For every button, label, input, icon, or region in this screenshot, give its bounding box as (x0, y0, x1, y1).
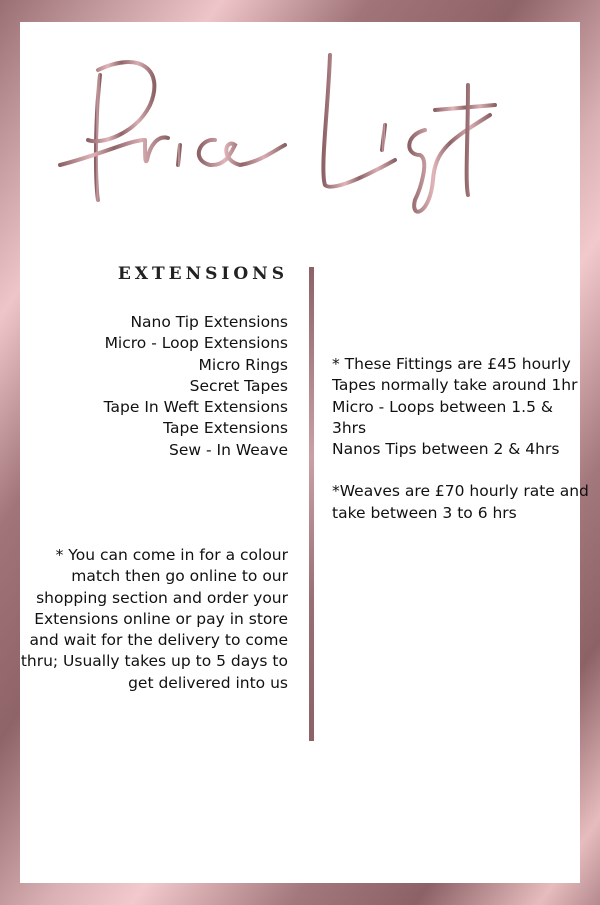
service-item: Nano Tip Extensions (130, 313, 288, 331)
service-item: Tape Extensions (163, 419, 288, 438)
weave-pricing-line: take between 3 to 6 hrs (332, 503, 517, 522)
pricing-line: Micro - Loops between 1.5 & (332, 397, 553, 416)
note-line: Extensions online or pay in store (34, 609, 288, 628)
note-line: get delivered into us (128, 673, 288, 692)
note-line: match then go online to our (71, 567, 288, 586)
pricing-line: Nanos Tips between 2 & 4hrs (332, 440, 560, 459)
column-divider (309, 267, 314, 741)
service-item: Sew - In Weave (169, 440, 288, 459)
pricing-notes (332, 354, 589, 524)
price-list-title-script (50, 30, 550, 230)
service-item: Tape In Weft Extensions (103, 398, 288, 417)
pricing-line: * These Fittings are £45 hourly (332, 355, 571, 373)
note-line: and wait for the delivery to come (29, 631, 288, 650)
weave-pricing-line: *Weaves are £70 hourly rate and (332, 482, 589, 501)
pricing-line: 3hrs (332, 418, 367, 437)
note-line: shopping section and order your (36, 588, 288, 607)
service-item: Secret Tapes (189, 376, 288, 395)
services-list (104, 312, 288, 461)
colour-match-note (18, 545, 288, 694)
note-line: * You can come in for a colour (55, 546, 288, 564)
note-line: thru; Usually takes up to 5 days to (20, 652, 288, 671)
section-heading: EXTENSIONS (117, 264, 288, 284)
pricing-line: Tapes normally take around 1hr (332, 376, 578, 395)
service-item: Micro Rings (198, 355, 288, 374)
service-item: Micro - Loop Extensions (104, 334, 288, 353)
